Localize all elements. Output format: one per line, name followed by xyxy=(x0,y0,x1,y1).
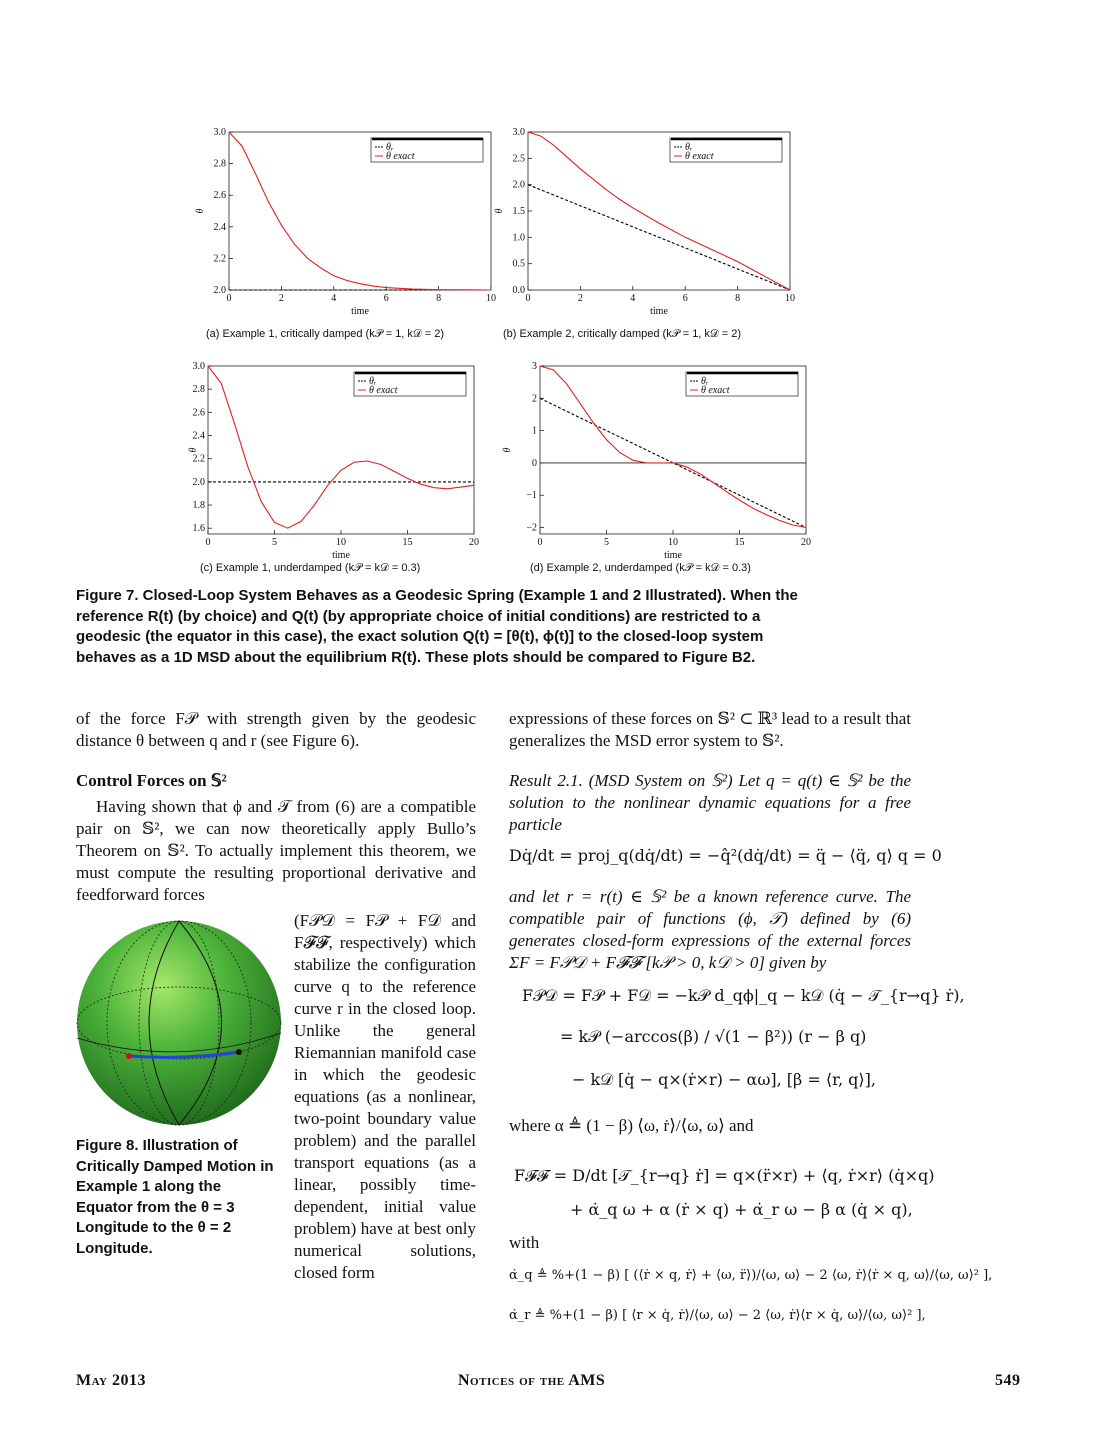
y-tick-label: 3.0 xyxy=(192,361,205,372)
x-tick-label: 15 xyxy=(402,537,413,548)
reference-series-line xyxy=(528,185,790,290)
x-tick-label: 4 xyxy=(630,293,636,304)
y-tick-label: 0.0 xyxy=(512,285,525,296)
subcaption-a: (a) Example 1, critically damped (k𝒫 = 1, k𝒟 = 2) xyxy=(206,328,445,340)
result-statement: Result 2.1. (MSD System on 𝕊²) Let q = q(t) ∈ 𝕊² be the solution to the nonlinear dynamic equations for a free particle xyxy=(509,771,911,834)
end-point xyxy=(236,1049,242,1055)
x-tick-label: 6 xyxy=(682,293,688,304)
y-tick-label: 2.6 xyxy=(213,190,226,202)
x-tick-label: 10 xyxy=(336,537,346,548)
plot-a xyxy=(195,128,500,328)
y-tick-label: 2.0 xyxy=(512,179,525,191)
figure8-caption: Figure 8. Illustration of Critically Damped Motion in Example 1 along the Equator from the θ = 3 Longitude to the θ = 2 Longitude. xyxy=(76,1137,274,1257)
equation-free-particle: Dq̇/dt = proj_q(dq̇/dt) = −q̂²(dq̇/dt) = q̈ − ⟨q̈, q⟩ q = 0 xyxy=(509,846,942,865)
right-paragraph-1: expressions of these forces on 𝕊² ⊂ ℝ³ lead to a result that generalizes the MSD error system to 𝕊². xyxy=(509,709,911,750)
x-tick-label: 10 xyxy=(785,293,795,304)
y-tick-label: −1 xyxy=(526,490,537,502)
footer-journal: Notices of the AMS xyxy=(458,1372,606,1389)
footer-page-number: 549 xyxy=(995,1372,1021,1389)
equation-fff-1: F𝓕𝓕 = D/dt [𝒯_{r→q} ṙ] = q×(r̈×r) + ⟨q, ṙ×r⟩ (q̇×q) xyxy=(514,1166,935,1185)
left-column-wrap xyxy=(294,910,476,1284)
y-tick-label: 2.6 xyxy=(192,407,205,419)
chart-d-svg xyxy=(502,360,812,560)
y-tick-label: 3 xyxy=(532,361,537,372)
y-tick-label: 2.0 xyxy=(192,476,205,488)
legend-label: θᵣ xyxy=(386,142,394,153)
x-tick-label: 0 xyxy=(205,537,211,548)
subcaption-d: (d) Example 2, underdamped (k𝒫 = k𝒟 = 0.3) xyxy=(530,562,751,574)
right-column xyxy=(509,708,911,836)
equation-fpd-2: = k𝒫 (−arccos(β) / √(1 − β²)) (r − β q) xyxy=(560,1027,867,1046)
y-tick-label: 3.0 xyxy=(213,128,226,138)
legend-label: θ exact xyxy=(685,151,714,162)
y-tick-label: 2.0 xyxy=(213,285,226,296)
x-tick-label: 4 xyxy=(331,293,337,304)
figure7-caption-line: Figure 7. Closed-Loop System Behaves as a Geodesic Spring (Example 1 and 2 Illustrated). When the xyxy=(76,587,798,604)
x-axis-label: time xyxy=(650,306,668,317)
y-tick-label: 1 xyxy=(532,425,537,437)
left-column-top xyxy=(76,708,476,906)
x-axis-label: time xyxy=(351,306,369,317)
right-column-2 xyxy=(509,886,911,974)
y-tick-label: 2 xyxy=(532,393,537,405)
y-tick-label: 2.8 xyxy=(213,158,226,170)
equation-alpha-q: α̇_q ≜ %+(1 − β) [ (⟨ṙ × q, ṙ⟩ + ⟨ω, r̈⟩)/⟨ω, ω⟩ − 2 ⟨ω, ṙ⟩⟨ṙ × q, ω⟩/⟨ω, ω⟩² ], xyxy=(509,1268,993,1283)
plot-c xyxy=(188,360,488,560)
y-axis-label: θ xyxy=(502,447,513,453)
figure8-sphere xyxy=(74,918,284,1133)
x-axis-label: time xyxy=(332,550,350,560)
where-line: where α ≜ (1 − β) ⟨ω, ṙ⟩/⟨ω, ω⟩ and xyxy=(509,1116,754,1135)
footer-date: May 2013 xyxy=(76,1372,146,1389)
y-tick-label: 2.2 xyxy=(192,453,205,465)
y-tick-label: 2.8 xyxy=(192,384,205,396)
with-line: with xyxy=(509,1233,540,1252)
plot-b xyxy=(494,128,799,328)
y-tick-label: 0.5 xyxy=(512,258,525,270)
sphere-body xyxy=(77,921,281,1125)
x-tick-label: 2 xyxy=(278,293,284,304)
left-paragraph-2: Having shown that ϕ and 𝒯 from (6) are a compatible pair on 𝕊², we can now theoretically apply Bullo’s Theorem on 𝕊². To actually implement this theorem, we must compute the resulting proportional derivative and feedforward forces xyxy=(76,797,476,904)
equation-fpd-3: − k𝒟 [q̇ − q×(ṙ×r) − αω], [β = ⟨r, q⟩], xyxy=(572,1070,876,1089)
x-tick-label: 0 xyxy=(537,537,543,548)
equation-fff-2: + α̇_q ω + α (ṙ × q) + α̇_r ω − β α (q̇ × q), xyxy=(570,1200,913,1219)
x-tick-label: 10 xyxy=(668,537,678,548)
x-tick-label: 5 xyxy=(272,537,277,548)
x-tick-label: 6 xyxy=(383,293,389,304)
equation-alpha-r: α̇_r ≜ %+(1 − β) [ ⟨r × q̇, ṙ⟩/⟨ω, ω⟩ − 2 ⟨ω, ṙ⟩⟨r × q̇, ω⟩/⟨ω, ω⟩² ], xyxy=(509,1308,926,1323)
x-tick-label: 8 xyxy=(735,293,741,304)
legend-label: θᵣ xyxy=(369,376,377,387)
legend-label: θ exact xyxy=(701,385,730,396)
x-tick-label: 5 xyxy=(604,537,609,548)
y-tick-label: 2.2 xyxy=(213,253,226,265)
x-tick-label: 2 xyxy=(577,293,583,304)
plot-d xyxy=(502,360,812,560)
subcaption-c: (c) Example 1, underdamped (k𝒫 = k𝒟 = 0.3) xyxy=(200,562,421,574)
y-tick-label: 0 xyxy=(532,457,537,469)
chart-c-svg xyxy=(188,360,488,560)
legend-label: θᵣ xyxy=(701,376,709,387)
figure7-caption-line: reference R(t) (by choice) and Q(t) (by appropriate choice of initial conditions) are restricted to a xyxy=(76,607,761,625)
left-paragraph-2-continued: (F𝒫𝒟 = F𝒫 + F𝒟 and F𝓕𝓕, respectively) which stabilize the configuration curve q to the reference curve r in the closed loop. Unlike the general Riemannian manifold case in which the geodesic equations (as a nonlinear, two-point boundary value problem) and the parallel transport equations (as a linear, possibly time-dependent, initial value problem) have at best only numerical solutions, closed form xyxy=(294,911,476,1282)
result-statement-2: and let r = r(t) ∈ 𝕊² be a known reference curve. The compatible pair of functions (ϕ, 𝒯) defined by (6) generates closed-form expressions of the external forces ΣF = F𝒫𝒟 + F𝓕𝓕 [k𝒫 > 0, k𝒟 > 0] given by xyxy=(509,887,911,972)
x-tick-label: 0 xyxy=(226,293,232,304)
x-tick-label: 8 xyxy=(436,293,442,304)
y-tick-label: 2.4 xyxy=(213,221,226,233)
y-tick-label: 2.4 xyxy=(192,430,205,442)
figure7-caption-line: geodesic (the equator in this case), the exact solution Q(t) = [θ(t), ϕ(t)] to the closed-loop system xyxy=(76,628,764,645)
y-tick-label: −2 xyxy=(526,522,537,534)
x-tick-label: 20 xyxy=(469,537,479,548)
x-axis-label: time xyxy=(664,550,682,560)
y-axis-label: θ xyxy=(188,447,199,453)
y-tick-label: 3.0 xyxy=(512,128,525,138)
y-tick-label: 1.6 xyxy=(192,523,205,535)
subcaption-b: (b) Example 2, critically damped (k𝒫 = 1, k𝒟 = 2) xyxy=(503,328,742,340)
x-tick-label: 20 xyxy=(801,537,811,548)
y-tick-label: 1.8 xyxy=(192,500,205,512)
x-tick-label: 0 xyxy=(525,293,531,304)
figure7-caption-line: behaves as a 1D MSD about the equilibrium R(t). These plots should be compared to Figure B2. xyxy=(76,648,756,666)
legend-label: θ exact xyxy=(369,385,398,396)
chart-a-svg xyxy=(195,128,500,328)
x-tick-label: 15 xyxy=(734,537,745,548)
y-tick-label: 1.0 xyxy=(512,232,525,244)
chart-b-svg xyxy=(494,128,799,328)
equation-fpd-1: F𝒫𝒟 = F𝒫 + F𝒟 = −k𝒫 d_qϕ|_q − k𝒟 (q̇ − 𝒯_{r→q} ṙ), xyxy=(522,986,965,1005)
sphere-illustration xyxy=(74,918,284,1128)
legend-label: θ exact xyxy=(386,151,415,162)
y-axis-label: θ xyxy=(195,208,206,214)
figure7-caption xyxy=(76,586,906,668)
x-tick-label: 10 xyxy=(486,293,496,304)
left-paragraph-1: of the force F𝒫 with strength given by the geodesic distance θ between q and r (see Figure 6). xyxy=(76,709,476,750)
y-tick-label: 2.5 xyxy=(512,153,525,165)
start-point xyxy=(126,1053,132,1059)
legend-label: θᵣ xyxy=(685,142,693,153)
section-title: Control Forces on 𝕊² xyxy=(76,771,227,790)
y-axis-label: θ xyxy=(494,208,505,214)
y-tick-label: 1.5 xyxy=(512,206,525,217)
